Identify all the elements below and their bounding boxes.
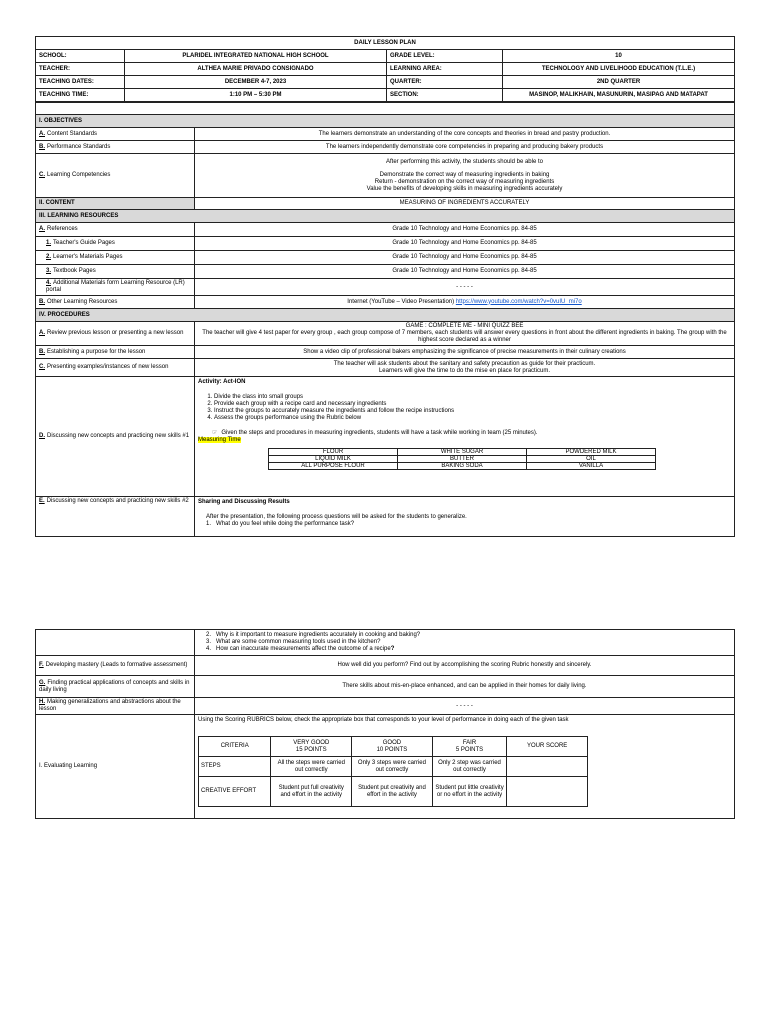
practical-applications-label: G. Finding practical applications of concepts and skills in daily living [36,676,195,698]
examples-value [195,359,735,377]
ingredient-cell: POWDERED MILK [527,449,656,456]
examples-label: C. Presenting examples/instances of new lesson [36,359,195,377]
additional-materials-label: 4. Additional Materials form Learning Resource (LR) portal [36,279,195,296]
document-title: DAILY LESSON PLAN [36,37,735,50]
new-concepts-1-label: D. Discussing new concepts and practicing new skills #1 [36,377,195,497]
new-concepts-2-value [195,497,735,537]
review-lesson-value [195,322,735,346]
rubric-intro: Using the Scoring RUBRICS below, check the appropriate box that corresponds to your level of performance in doing each of the given task [198,717,569,723]
purpose-label: B. Establishing a purpose for the lesson [36,346,195,359]
area-value: TECHNOLOGY AND LIVELIHOOD EDUCATION (T.L.E.) [503,63,735,76]
performance-standards-label: B. Performance Standards [36,141,195,154]
question-1: 1. What do you feel while doing the performance task? [206,521,355,527]
teachers-guide-label: 1. Teacher's Guide Pages [36,237,195,251]
developing-mastery-value: How well did you perform? Find out by accomplishing the scoring Rubric honestly and sincerely. [195,656,735,676]
learners-materials-label: 2. Learner's Materials Pages [36,251,195,265]
sharing-title: Sharing and Discussing Results [198,499,290,505]
rubric-header-fair: FAIR 5 POINTS [432,737,506,757]
teacher-value: ALTHEA MARIE PRIVADO CONSIGNADO [125,63,387,76]
generalizations-label: H. Making generalizations and abstractions about the lesson [36,698,195,715]
lesson-plan-table [35,36,735,102]
section-label: SECTION: [387,89,503,102]
content-value: MEASURING OF INGREDIENTS ACCURATELY [195,198,735,210]
rubric-criteria-steps: STEPS [199,757,271,777]
activity-step: 1. Divide the class into small groups [214,394,731,401]
rubric-criteria-creative-effort: CREATIVE EFFORT [199,777,271,807]
evaluating-learning-value [195,715,735,819]
ingredient-cell: ALL PURPOSE FLOUR [269,463,398,470]
area-label: LEARNING AREA: [387,63,503,76]
rubric-header-good: GOOD 10 POINTS [352,737,433,757]
teacher-label: TEACHER: [36,63,125,76]
textbook-label: 3. Textbook Pages [36,265,195,279]
quarter-label: QUARTER: [387,76,503,89]
lesson-plan-page-1 [35,36,734,537]
score-box[interactable] [507,757,588,777]
game-description: The teacher will give 4 test paper for every group , each group compose of 7 members, each students will answer every questions in front about the different ingredients in baking. The group with the highest score declared as a winner [202,330,727,343]
new-concepts-1-value [195,377,735,497]
measuring-time-label: Measuring Time [198,437,241,443]
other-resources-value: Internet (YouTube – Video Presentation) https://www.youtube.com/watch?v=0vuIU_mi7o [195,296,735,309]
youtube-link[interactable]: https://www.youtube.com/watch?v=0vuIU_mi7o [455,298,582,305]
procedures-heading: IV. PROCEDURES [36,309,735,322]
competency-3: Value the benefits of developing skills in measuring ingredients accurately [366,185,563,192]
activity-step: 4. Assess the groups performance using the Rubric below [214,415,731,422]
questions-continued [195,630,735,656]
activity-steps [198,394,731,422]
rubric-cell: Student put little creativity or no effort in the activity [432,777,506,807]
objectives-heading: I. OBJECTIVES [36,115,735,128]
new-concepts-2-label: E. Discussing new concepts and practicing new skills #2 [36,497,195,537]
school-label: SCHOOL: [36,50,125,63]
dates-value: DECEMBER 4-7, 2023 [125,76,387,89]
developing-mastery-label: F. Developing mastery (Leads to formative assessment) [36,656,195,676]
competencies-intro: After performing this activity, the students should be able to [386,158,543,165]
question-3: 3. What are some common measuring tools used in the kitchen? [206,639,381,645]
ingredient-cell: OIL [527,456,656,463]
ingredient-cell: FLOUR [269,449,398,456]
activity-step: 2. Provide each group with a recipe card and necessary ingredients [214,401,731,408]
teachers-guide-value: Grade 10 Technology and Home Economics pp. 84-85 [195,237,735,251]
grade-label: GRADE LEVEL: [387,50,503,63]
lesson-body-table-continued [35,629,735,819]
examples-line-2: Learners will give the time to do the mise en place for practicum. [378,367,551,374]
quarter-value: 2ND QUARTER [503,76,735,89]
generalizations-value: - - - - - [195,698,735,715]
evaluating-learning-label: I. Evaluating Learning [36,715,195,819]
game-title: GAME : COMPLETE ME - MINI QUIZZ BEE [405,323,524,329]
content-standards-value: The learners demonstrate an understanding of the core concepts and theories in bread and pastry production. [195,128,735,141]
learning-competencies-label: C. Learning Competencies [36,154,195,198]
question-2: 2. Why is it important to measure ingredients accurately in cooking and baking? [206,632,421,638]
activity-title: Activity: Act-ION [198,379,246,385]
sharing-intro: After the presentation, the following process questions will be asked for the students to generalize. [206,514,467,520]
textbook-value: Grade 10 Technology and Home Economics pp. 84-85 [195,265,735,279]
examples-line-1: The teacher will ask students about the sanitary and safety precaution as guide for their practicum. [333,360,596,367]
learning-competencies-value [195,154,735,198]
competency-1: Demonstrate the correct way of measuring ingredients in baking [379,171,550,178]
rubric-cell: All the steps were carried out correctly [271,757,352,777]
ingredient-cell: VANILLA [527,463,656,470]
purpose-value: Show a video clip of professional bakers emphasizing the significance of precise measurements in their culinary creations [195,346,735,359]
rubric-cell: Student put creativity and effort in the activity [352,777,433,807]
ingredient-cell: BAKING SODA [398,463,527,470]
competency-2: Return - demonstration on the correct way of measuring ingredients [374,178,555,185]
section-value: MASINOP, MALIKHAIN, MASUNURIN, MASIPAG AND MATAPAT [503,89,735,102]
content-standards-label: A. Content Standards [36,128,195,141]
other-resources-label: B. Other Learning Resources [36,296,195,309]
dates-label: TEACHING DATES: [36,76,125,89]
grade-value: 10 [503,50,735,63]
ingredient-cell: LIQUID MILK [269,456,398,463]
rubric-header-criteria: CRITERIA [199,737,271,757]
activity-step: 3. Instruct the groups to accurately measure the ingredients and follow the recipe instructions [214,408,731,415]
ingredient-cell: BUTTER [398,456,527,463]
lesson-body-table [35,102,735,537]
learners-materials-value: Grade 10 Technology and Home Economics pp. 84-85 [195,251,735,265]
score-box[interactable] [507,777,588,807]
continued-label-cell [36,630,195,656]
ingredient-cell: WHITE SUGAR [398,449,527,456]
references-value: Grade 10 Technology and Home Economics pp. 84-85 [195,223,735,237]
rubric-cell: Student put full creativity and effort in the activity [271,777,352,807]
pointing-hand-icon: ☞ [212,430,218,436]
rubric-cell: Only 2 step was carried out correctly [432,757,506,777]
content-heading: II. CONTENT [36,198,195,210]
rubric-header-your-score: YOUR SCORE [507,737,588,757]
references-label: A. References [36,223,195,237]
ingredients-table [268,448,656,470]
resources-heading: III. LEARNING RESOURCES [36,210,735,223]
question-4: 4. How can inaccurate measurements affect the outcome of a recipe? [206,646,395,652]
time-value: 1:10 PM – 5:30 PM [125,89,387,102]
school-value: PLARIDEL INTEGRATED NATIONAL HIGH SCHOOL [125,50,387,63]
spacer-row [36,103,735,115]
rubric-cell: Only 3 steps were carried out correctly [352,757,433,777]
task-line: ☞ Given the steps and procedures in measuring ingredients, students will have a task while working in team (25 minutes). [212,430,538,436]
performance-standards-value: The learners independently demonstrate core competencies in preparing and producing bakery products [195,141,735,154]
rubric-header-very-good: VERY GOOD 15 POINTS [271,737,352,757]
scoring-rubric-table [198,736,588,807]
lesson-plan-page-2 [35,629,734,819]
practical-applications-value: There skills about mis-en-place enhanced, and can be applied in their homes for daily living. [195,676,735,698]
review-lesson-label: A. Review previous lesson or presenting a new lesson [36,322,195,346]
time-label: TEACHING TIME: [36,89,125,102]
additional-materials-value: - - - - - [195,279,735,296]
